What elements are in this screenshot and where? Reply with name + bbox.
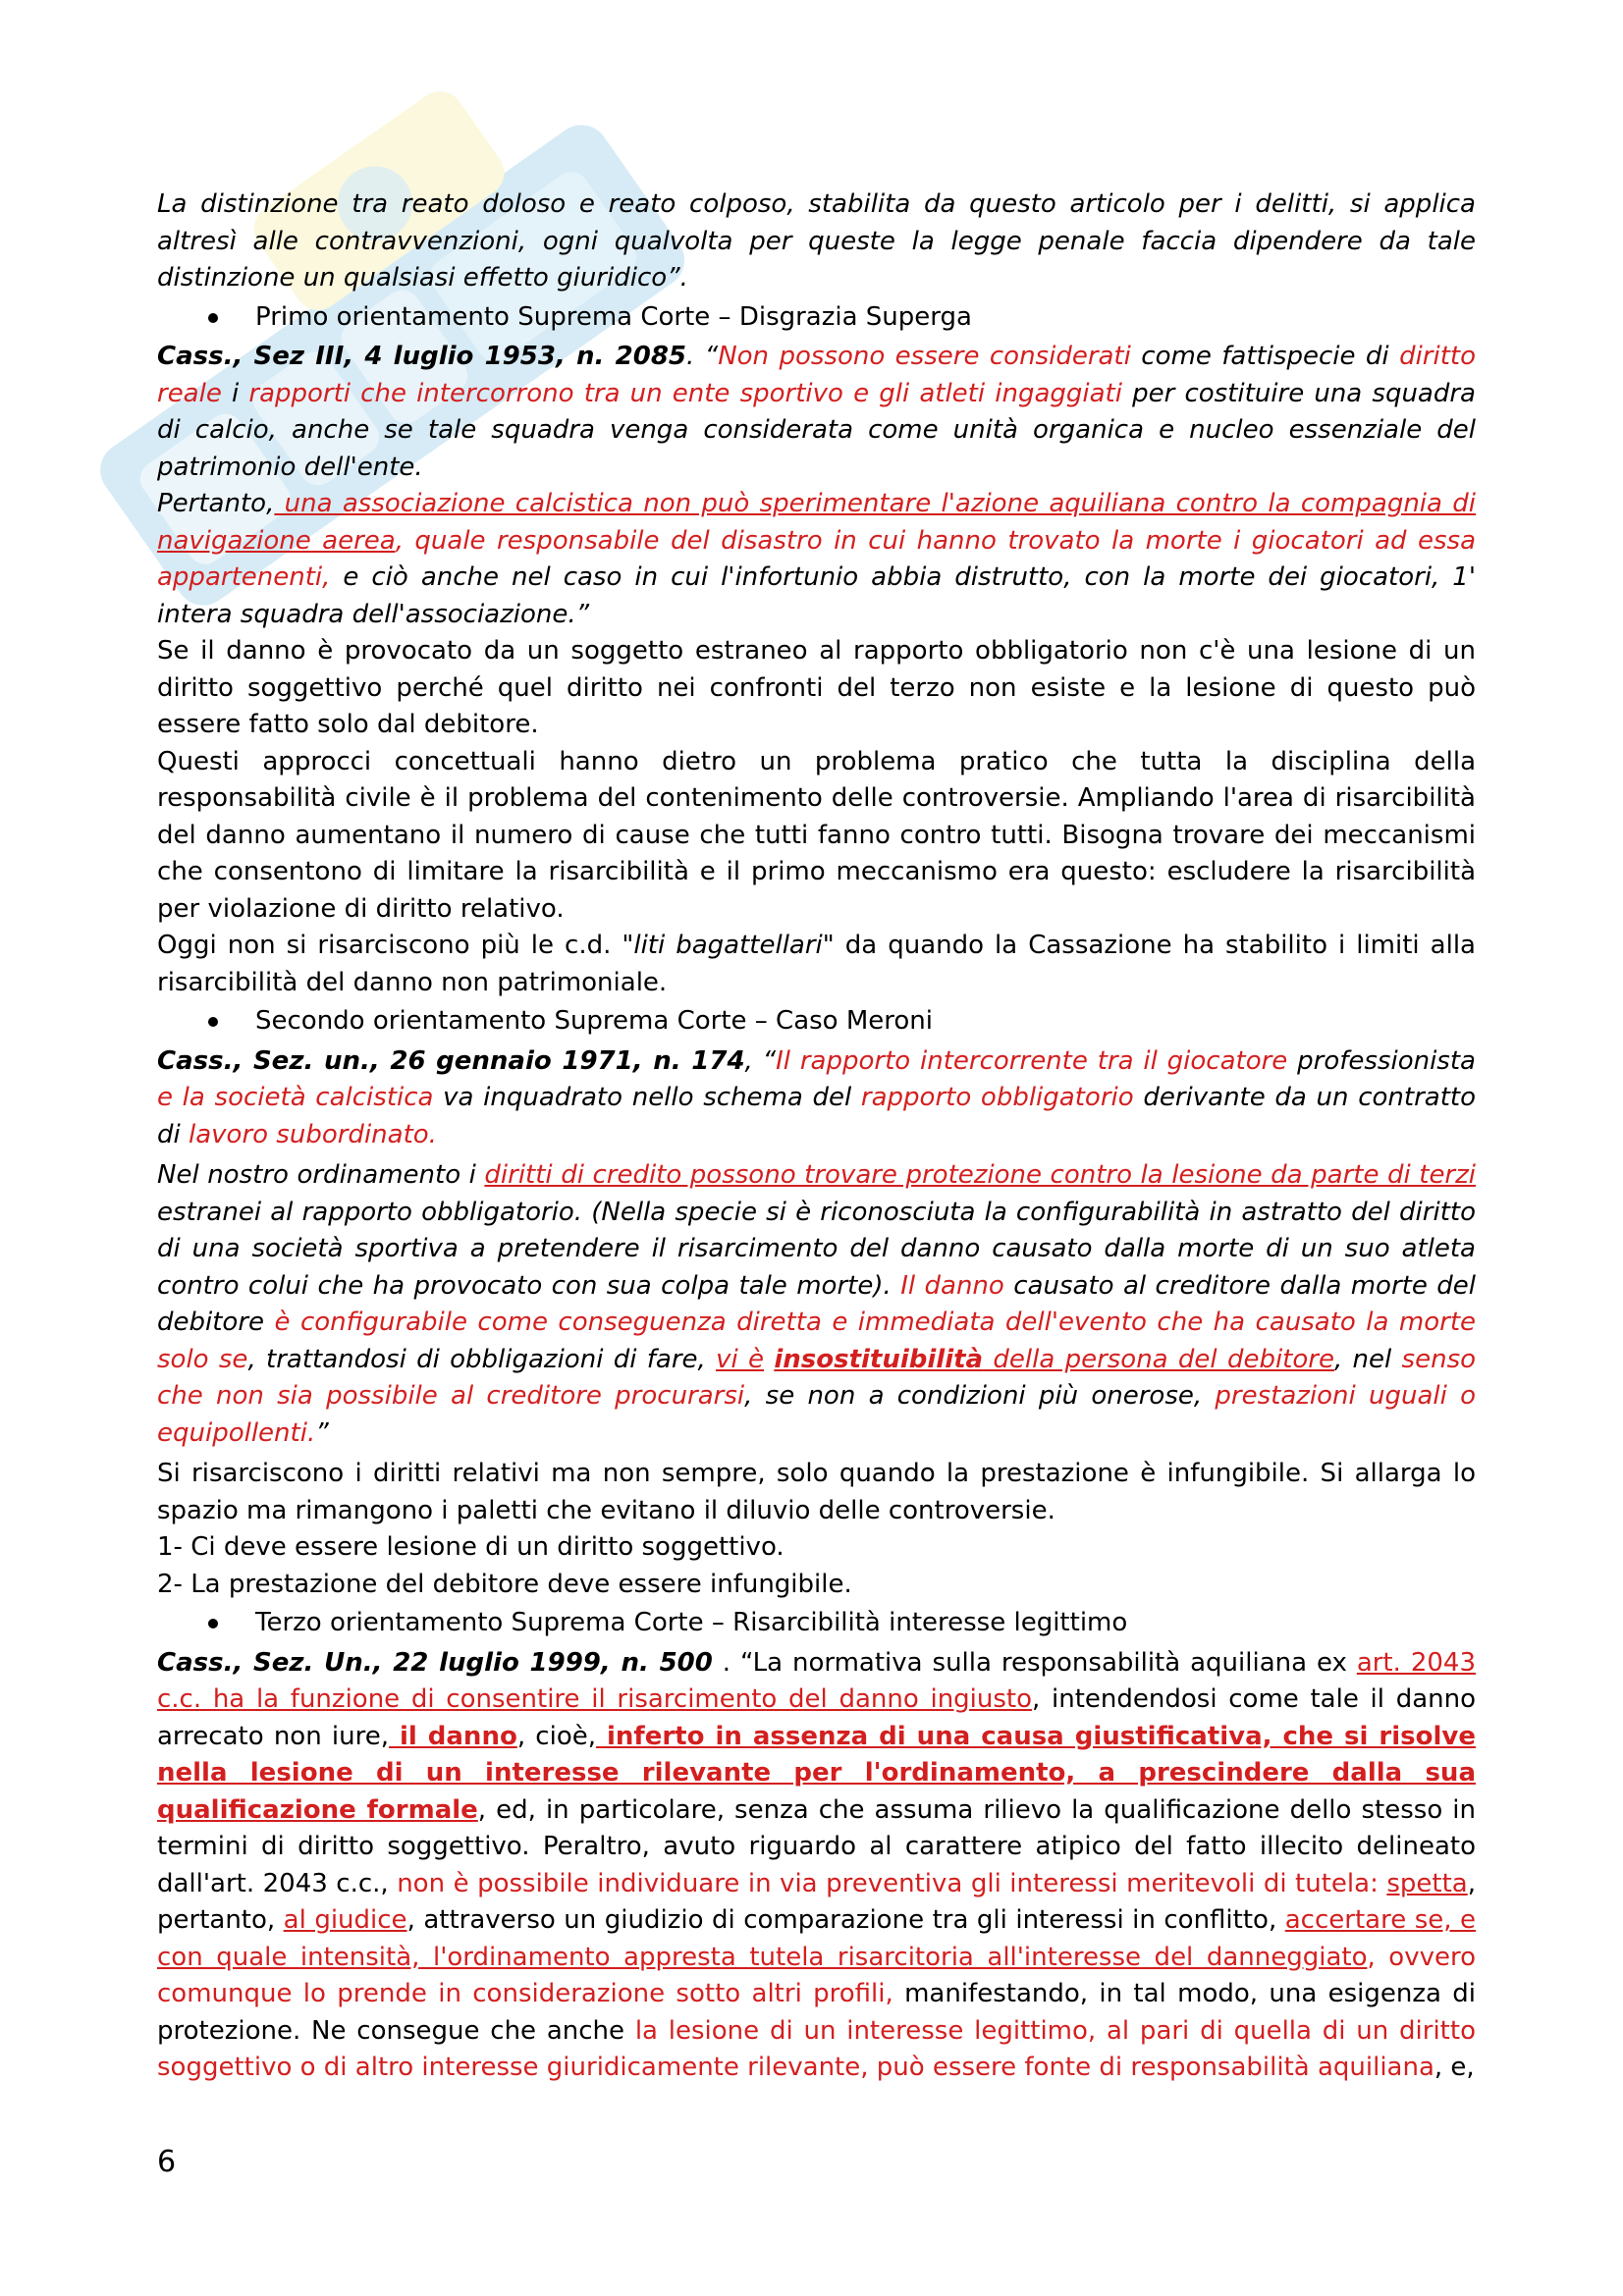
bullet-orientamento-3: Terzo orientamento Suprema Corte – Risarcibilità interesse legittimo <box>157 1605 1476 1642</box>
list-item-1: 1- Ci deve essere lesione di un diritto soggettivo. <box>157 1532 784 1562</box>
paragraph-soggetto-estraneo: Se il danno è provocato da un soggetto estraneo al rapporto obbligatorio non c'è una lesione di un diritto soggettivo perché quel diritto nei confronti del terzo non esiste e la lesione di questo può essere fatto solo dal debitore. <box>157 636 1476 739</box>
paragraph-cass-1999: Cass., Sez. Un., 22 luglio 1999, n. 500 . “La normativa sulla responsabilità aquiliana ex art. 2043 c.c. ha la funzione di consentire il risarcimento del danno ingiusto, intendendosi come tale il danno arrecato non iure, il danno, cioè, inferto in assenza di una causa giustificativa, che si risolve nella lesione di un interesse rilevante per l'ordinamento, a prescindere dalla sua qualificazione formale, ed, in particolare, senza che assuma rilievo la qualificazione dello stesso in termini di diritto soggettivo. Peraltro, avuto riguardo al carattere atipico del fatto illecito delineato dall'art. 2043 c.c., non è possibile individuare in via preventiva gli interessi meritevoli di tutela: spetta, pertanto, al giudice, attraverso un giudizio di comparazione tra gli interessi in conflitto, accertare se, e con quale intensità, l'ordinamento appresta tutela risarcitoria all'interesse del danneggiato, ovvero comunque lo prende in considerazione sotto altri profili, manifestando, in tal modo, una esigenza di protezione. Ne consegue che anche la lesione di un interesse legittimo, al pari di quella di un diritto soggettivo o di altro interesse giuridicamente rilevante, può essere fonte di responsabilità aquiliana, e, <box>157 1647 1476 2082</box>
list-item-2: 2- La prestazione del debitore deve essere infungibile. <box>157 1569 852 1599</box>
bullet-dot-icon <box>208 313 218 323</box>
paragraph-approcci-concettuali: Questi approcci concettuali hanno dietro un problema pratico che tutta la disciplina della responsabilità civile è il problema del contenimento delle controversie. Ampliando l'area di risarcibilità del danno aumentano il numero di cause che tutti fanno contro tutti. Bisogna trovare dei meccanismi che consentono di limitare la risarcibilità e il primo meccanismo era questo: escludere la risarcibilità per violazione di diritto relativo. <box>157 746 1476 924</box>
paragraph-dolo-colpa: La distinzione tra reato doloso e reato colposo, stabilita da questo articolo per i delitti, si applica altresì alle contravvenzioni, ogni qualvolta per queste la legge penale faccia dipendere da tale distinzione un qualsiasi effetto giuridico”. <box>157 189 1476 293</box>
bullet-dot-icon <box>208 1619 218 1629</box>
paragraph-liti-bagattellari: Oggi non si risarciscono più le c.d. "liti bagattellari" da quando la Cassazione ha stabilito i limiti alla risarcibilità del danno non patrimoniale. <box>157 931 1476 997</box>
paragraph-ordinamento: Nel nostro ordinamento i diritti di credito possono trovare protezione contro la lesione da parte di terzi estranei al rapporto obbligatorio. (Nella specie si è riconosciuta la configurabilità in astratto del diritto di una società sportiva a pretendere il risarcimento del danno causato dalla morte di un suo atleta contro colui che ha provocato con sua colpa tale morte). Il danno causato al creditore dalla morte del debitore è configurabile come conseguenza diretta e immediata dell'evento che ha causato la morte solo se, trattandosi di obbligazioni di fare, vi è insostituibilità della persona del debitore, nel senso che non sia possibile al creditore procurarsi, se non a condizioni più onerose, prestazioni uguali o equipollenti.” <box>157 1160 1477 1448</box>
paragraph-diritti-relativi: Si risarciscono i diritti relativi ma non sempre, solo quando la prestazione è infungibile. Si allarga lo spazio ma rimangono i paletti che evitano il diluvio delle controversie. <box>157 1459 1476 1525</box>
bullet-orientamento-2: Secondo orientamento Suprema Corte – Caso Meroni <box>157 1003 1476 1041</box>
bullet-orientamento-1: Primo orientamento Suprema Corte – Disgrazia Superga <box>157 299 1476 337</box>
bullet-dot-icon <box>208 1017 218 1027</box>
paragraph-pertanto: Pertanto, una associazione calcistica non può sperimentare l'azione aquiliana contro la compagnia di navigazione aerea, quale responsabile del disastro in cui hanno trovato la morte i giocatori ad essa appartenenti, e ciò anche nel caso in cui l'infortunio abbia distrutto, con la morte dei giocatori, 1' intera squadra dell'associazione.” <box>157 489 1476 629</box>
paragraph-cass-1971: Cass., Sez. un., 26 gennaio 1971, n. 174, “Il rapporto intercorrente tra il giocatore professionista e la società calcistica va inquadrato nello schema del rapporto obbligatorio derivante da un contratto di lavoro subordinato. <box>157 1045 1476 1149</box>
document-body <box>157 187 1476 2087</box>
paragraph-cass-1953: Cass., Sez III, 4 luglio 1953, n. 2085. “Non possono essere considerati come fattispecie di diritto reale i rapporti che intercorrono tra un ente sportivo e gli atleti ingaggiati per costituire una squadra di calcio, anche se tale squadra venga considerata come unità organica e nucleo essenziale del patrimonio dell'ente. <box>157 342 1477 482</box>
page-number: 6 <box>157 2145 177 2179</box>
